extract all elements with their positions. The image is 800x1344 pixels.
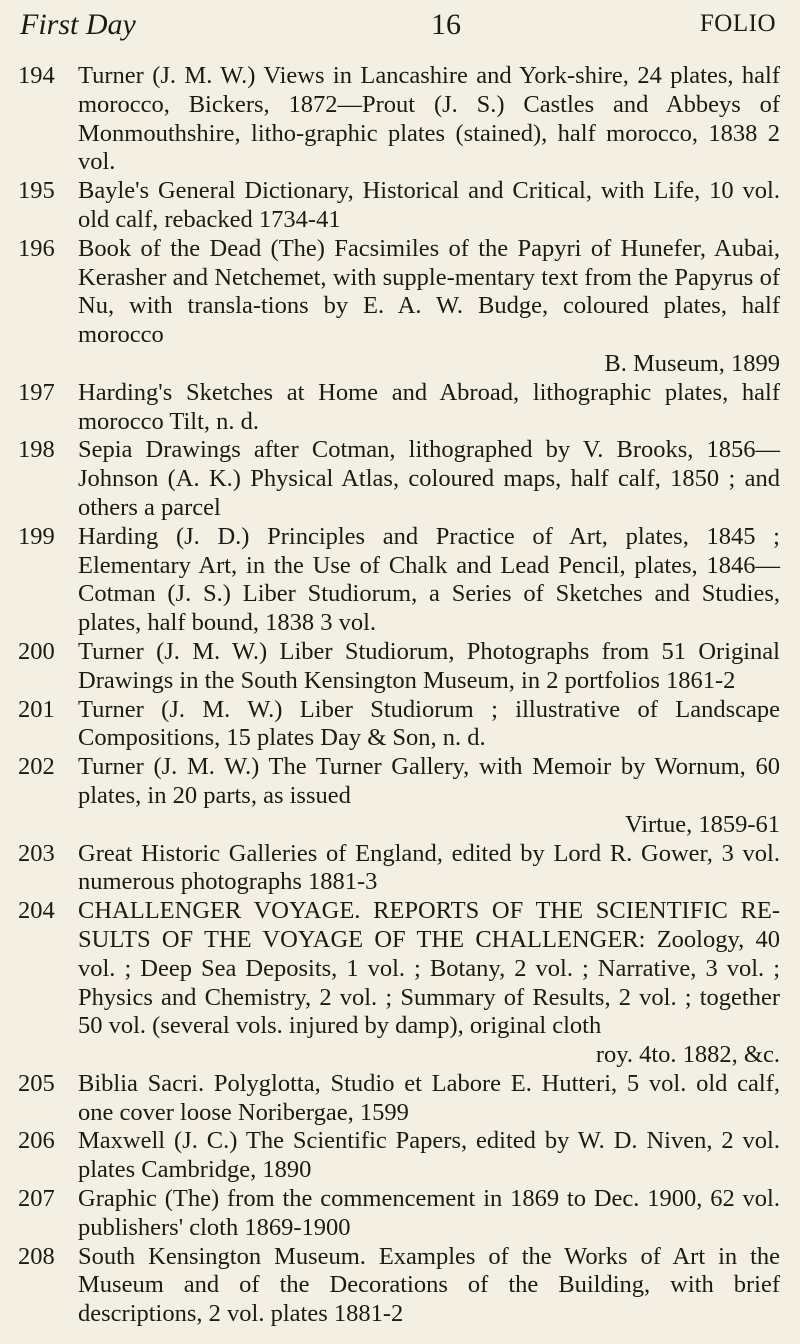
lot-entry bbox=[10, 1127, 780, 1185]
lot-entry bbox=[10, 1243, 780, 1329]
lot-description: Harding (J. D.) Principles and Practice of Art, plates, 1845 ; Elementary Art, in the Use of Chalk and Lead Pencil, plates, 1846—Cotman (J. S.) Liber Studiorum, a Series of Sketches and Studies, plates, half bound, 1838 3 vol. bbox=[78, 522, 780, 637]
lot-entry bbox=[10, 840, 780, 898]
lot-description: Great Historic Galleries of England, edited by Lord R. Gower, 3 vol. numerous photographs 1881-3 bbox=[78, 839, 780, 896]
lot-description: South Kensington Museum. Examples of the Works of Art in the Museum and of the Decorations of the Building, with brief descriptions, 2 vol. plates 1881-2 bbox=[78, 1242, 780, 1328]
lot-number: 207 bbox=[18, 1185, 55, 1213]
lot-entry bbox=[10, 177, 780, 235]
lot-number: 199 bbox=[18, 522, 55, 550]
lot-entry bbox=[10, 638, 780, 696]
lot-number: 201 bbox=[18, 695, 55, 723]
lot-description: Turner (J. M. W.) Liber Studiorum ; illustrative of Landscape Compositions, 15 plates Day & Son, n. d. bbox=[78, 695, 780, 752]
lot-number: 204 bbox=[18, 897, 55, 925]
lot-entry bbox=[10, 523, 780, 638]
lot-number: 200 bbox=[18, 637, 55, 665]
page-header bbox=[20, 8, 776, 48]
lot-number: 203 bbox=[18, 839, 55, 867]
lot-number: 194 bbox=[18, 62, 55, 89]
lot-description: Book of the Dead (The) Facsimiles of the Papyri of Hunefer, Aubai, Kerasher and Netchemet, with supple-mentary text from the Papyrus of Nu, with transla-tions by E. A. W. Budge, coloured plates, half morocco bbox=[78, 234, 780, 349]
lot-entry bbox=[10, 1070, 780, 1128]
lot-number: 202 bbox=[18, 753, 55, 781]
lot-number: 206 bbox=[18, 1127, 55, 1155]
lot-description: Turner (J. M. W.) Views in Lancashire and York-shire, 24 plates, half morocco, Bickers, 1872—Prout (J. S.) Castles and Abbeys of Monmouthshire, litho-graphic plates (stained), half morocco, 1838 2 vol. bbox=[78, 62, 780, 176]
format-label: FOLIO bbox=[699, 10, 776, 37]
lot-imprint: roy. 4to. 1882, &c. bbox=[595, 1041, 780, 1069]
lot-number: 197 bbox=[18, 378, 55, 406]
lot-description: Biblia Sacri. Polyglotta, Studio et Labore E. Hutteri, 5 vol. old calf, one cover loose Noribergae, 1599 bbox=[78, 1069, 780, 1126]
lot-number: 195 bbox=[18, 177, 55, 205]
lot-number: 205 bbox=[18, 1069, 55, 1097]
lot-description: Bayle's General Dictionary, Historical and Critical, with Life, 10 vol. old calf, rebacked 1734-41 bbox=[78, 177, 780, 233]
lot-entry bbox=[10, 897, 780, 1070]
page-number: 16 bbox=[431, 8, 461, 41]
lot-entry bbox=[10, 1185, 780, 1243]
lot-description: Graphic (The) from the commencement in 1869 to Dec. 1900, 62 vol. publishers' cloth 1869-1900 bbox=[78, 1185, 780, 1241]
lot-description: Maxwell (J. C.) The Scientific Papers, edited by W. D. Niven, 2 vol. plates Cambridge, 1890 bbox=[78, 1127, 780, 1184]
running-title: First Day bbox=[20, 8, 136, 41]
lot-entry bbox=[10, 696, 780, 754]
lot-description: Turner (J. M. W.) The Turner Gallery, with Memoir by Wornum, 60 plates, in 20 parts, as issued bbox=[78, 753, 780, 809]
lot-entry bbox=[10, 62, 780, 177]
lot-description: Harding's Sketches at Home and Abroad, lithographic plates, half morocco Tilt, n. d. bbox=[78, 378, 780, 435]
lot-imprint: Virtue, 1859-61 bbox=[624, 810, 780, 838]
lot-entry bbox=[10, 379, 780, 437]
lot-description: CHALLENGER VOYAGE. REPORTS OF THE SCIENTIFIC RE-SULTS OF THE VOYAGE OF THE CHALLENGER: Zoology, 40 vol. ; Deep Sea Deposits, 1 vol. ; Botany, 2 vol. ; Narrative, 3 vol. ; Physics and Chemistry, 2 vol. ; Summary of Results, 2 vol. ; together 50 vol. (several vols. injured by damp), original cloth bbox=[78, 897, 780, 1040]
catalogue-list bbox=[10, 62, 780, 1329]
lot-imprint: B. Museum, 1899 bbox=[604, 349, 780, 377]
lot-number: 198 bbox=[18, 436, 55, 464]
lot-description: Turner (J. M. W.) Liber Studiorum, Photographs from 51 Original Drawings in the South Kensington Museum, in 2 portfolios 1861-2 bbox=[78, 637, 780, 694]
lot-entry bbox=[10, 436, 780, 522]
lot-number: 196 bbox=[18, 234, 55, 262]
lot-entry bbox=[10, 235, 780, 379]
lot-number: 208 bbox=[18, 1242, 55, 1270]
lot-entry bbox=[10, 753, 780, 839]
lot-description: Sepia Drawings after Cotman, lithographed by V. Brooks, 1856—Johnson (A. K.) Physical Atlas, coloured maps, half calf, 1850 ; and others a parcel bbox=[78, 436, 780, 521]
